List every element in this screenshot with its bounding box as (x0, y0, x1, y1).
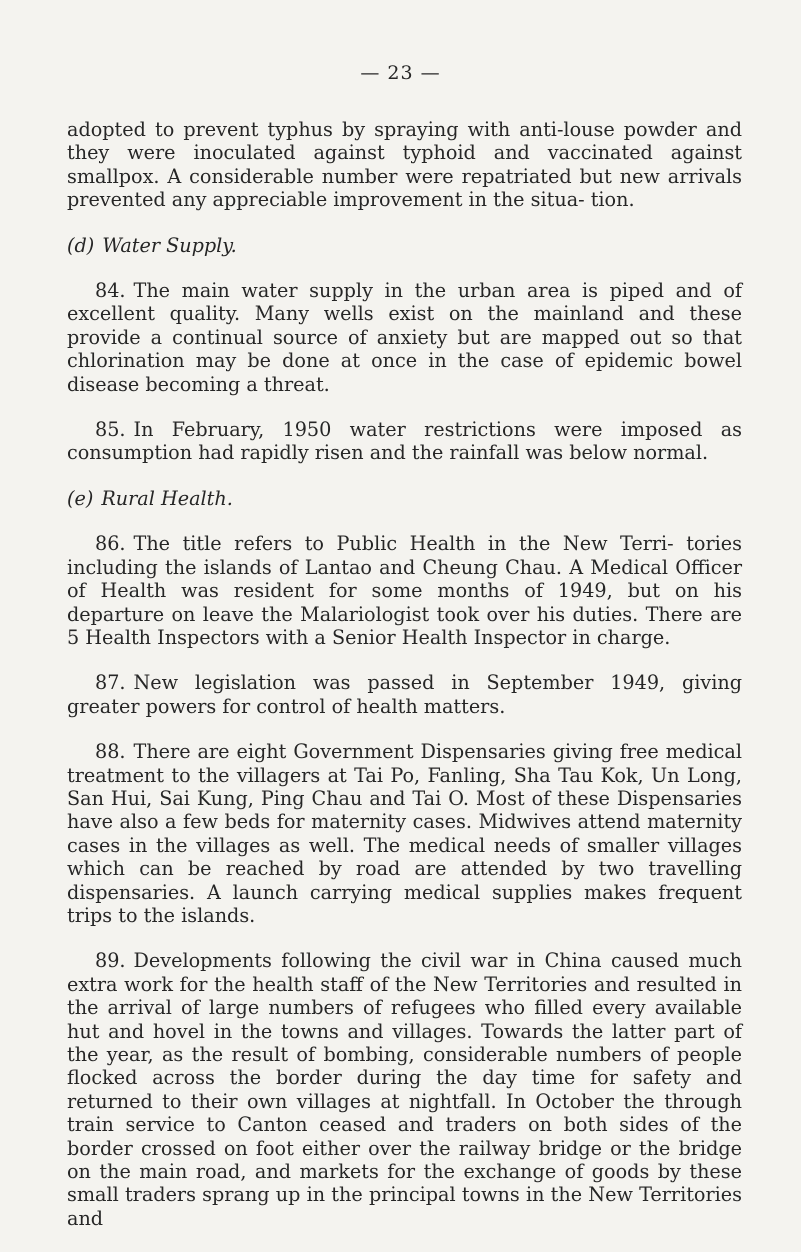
body-text (67, 118, 742, 1252)
paragraph-continuation: adopted to prevent typhus by spraying with anti-louse powder and they were inoculated against typhoid and vaccinated against smallpox. A considerable number were repatriated but new arrivals prevented any appreciable improvement in the situa- tion. (67, 118, 742, 212)
paragraph-number: 84. (95, 279, 126, 303)
paragraph-84 (67, 279, 742, 396)
section-letter: (d) (67, 233, 95, 257)
section-heading-water-supply (67, 234, 742, 257)
paragraph-89 (67, 949, 742, 1230)
paragraph-text: New legislation was passed in September 1949, giving greater powers for control of health matters. (67, 671, 742, 718)
section-title: Rural Health. (101, 486, 233, 510)
paragraph-text: Developments following the civil war in China caused much extra work for the health staff of the New Territories and resulted in the arrival of large numbers of refugees who filled every available hut and hovel in the towns and villages. Towards the latter part of the year, as the result of bombing, considerable numbers of people flocked across the border during the day time for safety and returned to their own villages at nightfall. In October the through train service to Canton ceased and traders on both sides of the border crossed on foot either over the railway bridge or the bridge on the main road, and markets for the exchange of goods by these small traders sprang up in the principal towns in the New Territories and (67, 949, 742, 1230)
paragraph-88 (67, 740, 742, 927)
paragraph-number: 88. (95, 740, 126, 764)
paragraph-85 (67, 418, 742, 465)
paragraph-number: 89. (95, 949, 126, 973)
section-heading-rural-health (67, 487, 742, 510)
section-title: Water Supply. (102, 233, 237, 257)
paragraph-87 (67, 671, 742, 718)
paragraph-text: The main water supply in the urban area is piped and of excellent quality. Many wells exist on the mainland and these provide a continual source of anxiety but are mapped out so that chlorination may be done at once in the case of epidemic bowel disease becoming a threat. (67, 279, 742, 396)
paragraph-text: The title refers to Public Health in the New Terri- tories including the islands of Lantao and Cheung Chau. A Medical Officer of Health was resident for some months of 1949, but on his departure on leave the Malariologist took over his duties. There are 5 Health Inspectors with a Senior Health Inspector in charge. (67, 532, 742, 649)
paragraph-number: 85. (95, 418, 126, 442)
paragraph-text: In February, 1950 water restrictions were imposed as consumption had rapidly risen and the rainfall was below normal. (67, 418, 742, 465)
paragraph-number: 87. (95, 671, 126, 695)
paragraph-text: There are eight Government Dispensaries giving free medical treatment to the villagers at Tai Po, Fanling, Sha Tau Kok, Un Long, San Hui, Sai Kung, Ping Chau and Tai O. Most of these Dispensaries have also a few beds for maternity cases. Midwives attend maternity cases in the villages as well. The medical needs of smaller villages which can be reached by road are attended by two travelling dispensaries. A launch carrying medical supplies makes frequent trips to the islands. (67, 740, 742, 927)
paragraph-86 (67, 532, 742, 649)
page-number: — 23 — (360, 62, 441, 84)
section-letter: (e) (67, 486, 94, 510)
paragraph-number: 86. (95, 532, 126, 556)
